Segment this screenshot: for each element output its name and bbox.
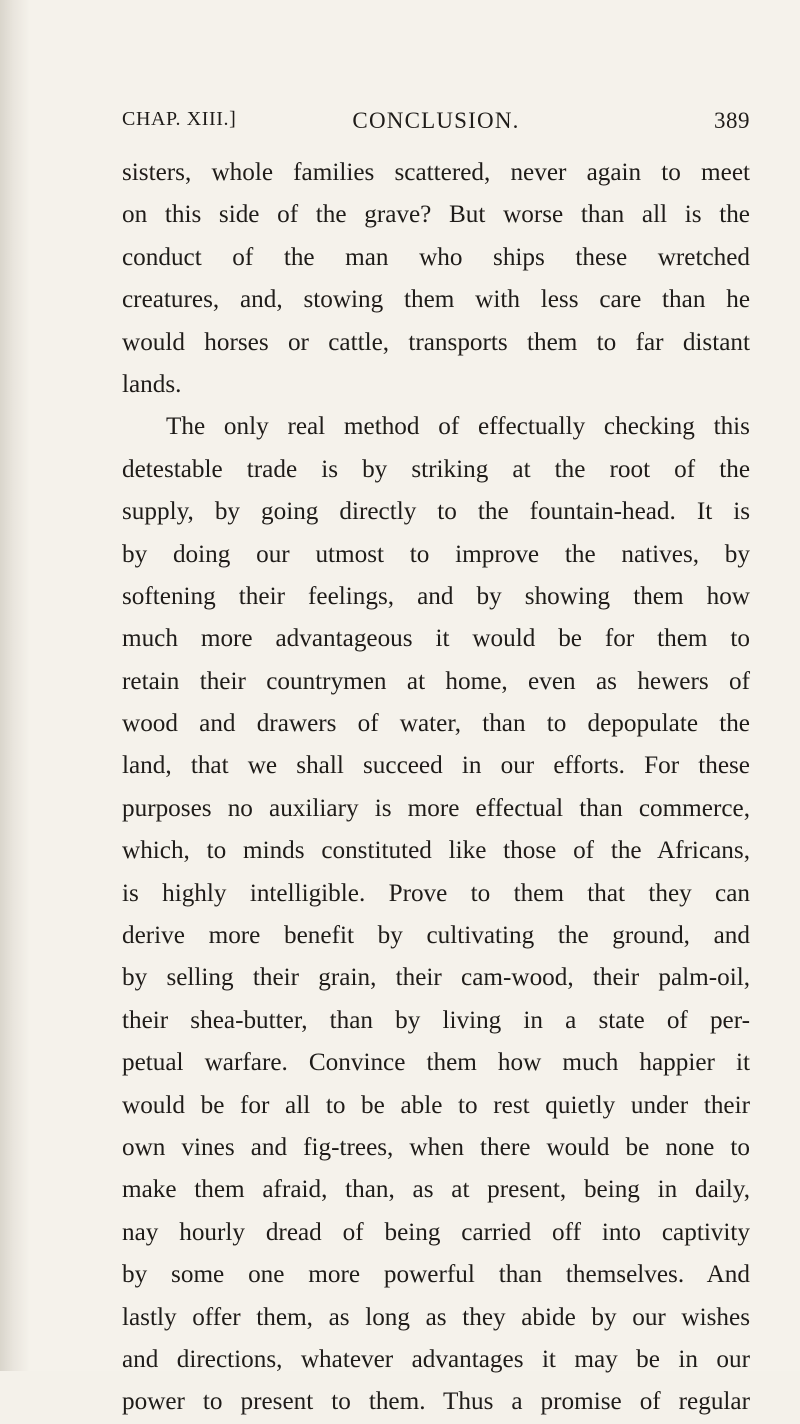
text-line: lands. [122, 370, 182, 398]
text-line: land, that we shall succeed in our efforts. For these [122, 752, 750, 780]
text-line: supply, by going directly to the fountain-head. It is [122, 498, 750, 526]
text-line: nay hourly dread of being carried off into captivity [122, 1218, 750, 1246]
text-line: by doing our utmost to improve the natives, by [122, 540, 750, 568]
text-line: their shea-butter, than by living in a state of per- [122, 1006, 750, 1034]
text-line: and directions, whatever advantages it may be in our [122, 1345, 750, 1373]
text-line: is highly intelligible. Prove to them that they can [122, 879, 750, 907]
text-line: purposes no auxiliary is more effectual than commerce, [122, 794, 750, 822]
chapter-label: CHAP. XIII.] [122, 108, 237, 130]
text-line: creatures, and, stowing them with less care than he [122, 286, 750, 314]
text-line: lastly offer them, as long as they abide by our wishes [122, 1303, 750, 1331]
text-line: would be for all to be able to rest quietly under their [122, 1091, 750, 1119]
text-line: on this side of the grave? But worse than all is the [122, 201, 750, 229]
text-line: much more advantageous it would be for them to [122, 625, 750, 653]
text-line: which, to minds constituted like those of the Africans, [122, 837, 750, 865]
text-line: would horses or cattle, transports them to far distant [122, 328, 750, 356]
text-line: derive more benefit by cultivating the ground, and [122, 922, 750, 950]
running-head [122, 108, 750, 138]
text-line: power to present to them. Thus a promise of regular [122, 1388, 750, 1416]
text-line: by some one more powerful than themselves. And [122, 1261, 750, 1289]
section-title: CONCLUSION. [352, 108, 520, 133]
text-line-paragraph-start: The only real method of effectually checking this [166, 413, 750, 441]
text-line: detestable trade is by striking at the root of the [122, 455, 750, 483]
text-line: by selling their grain, their cam-wood, their palm-oil, [122, 964, 750, 992]
text-line: conduct of the man who ships these wretched [122, 243, 750, 271]
text-line: retain their countrymen at home, even as hewers of [122, 667, 750, 695]
text-line: petual warfare. Convince them how much happier it [122, 1049, 750, 1077]
page-gutter-shadow [0, 0, 30, 1371]
body-text [122, 152, 750, 1424]
text-line: make them afraid, than, as at present, being in daily, [122, 1176, 750, 1204]
text-line: softening their feelings, and by showing them how [122, 582, 750, 610]
page-number: 389 [714, 108, 750, 133]
text-line: sisters, whole families scattered, never again to meet [122, 159, 750, 186]
text-line: own vines and fig-trees, when there would be none to [122, 1133, 750, 1161]
text-line: wood and drawers of water, than to depopulate the [122, 710, 750, 738]
